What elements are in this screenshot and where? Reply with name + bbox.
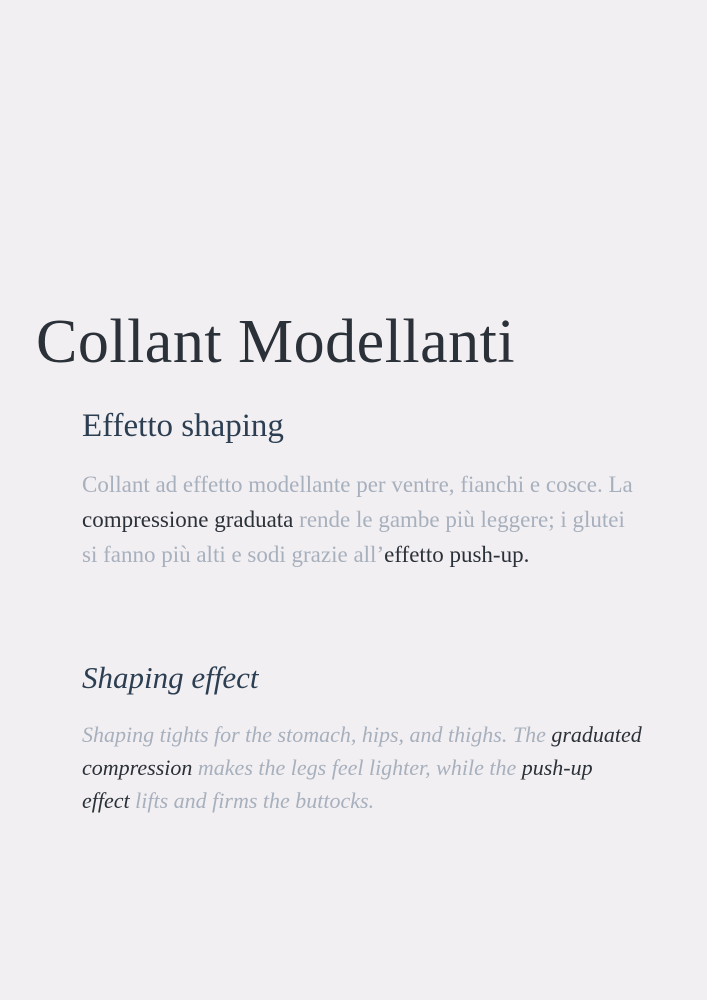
body-english: [82, 718, 642, 817]
body-italian-part-4: effetto push-up: [384, 541, 524, 567]
body-italian: [82, 468, 642, 573]
body-english-part-1: Shaping tights for the stomach, hips, and thighs. The: [82, 721, 552, 747]
section-english: [82, 660, 642, 817]
body-english-part-3: makes the legs feel lighter, while the: [192, 754, 522, 780]
body-english-part-5: lifts and firms the buttocks.: [129, 787, 375, 813]
body-english-part-2: graduated compression: [82, 721, 642, 780]
body-english-part-4: push-up effect: [82, 754, 593, 813]
body-italian-part-1: Collant ad effetto modellante per ventre, fianchi e cosce. La: [82, 471, 633, 497]
section-italian: [82, 408, 642, 573]
body-italian-part-3: rende le gambe più leggere; i glutei si fanno più alti e sodi grazie all’: [82, 506, 625, 567]
heading-italian: Effetto shaping: [82, 408, 284, 444]
heading-english: Shaping effect: [82, 660, 259, 695]
body-italian-part-2: compressione graduata: [82, 506, 294, 532]
body-italian-part-5: .: [523, 541, 530, 567]
page-title: Collant Modellanti: [36, 307, 516, 376]
